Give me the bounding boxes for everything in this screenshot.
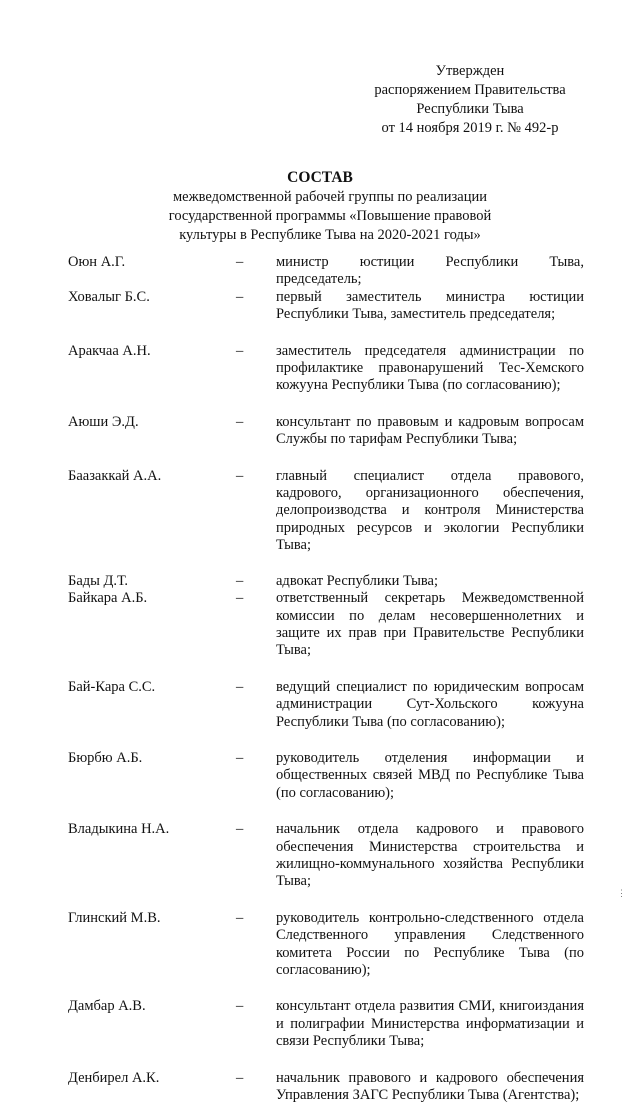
document-subtitle: [130, 188, 530, 245]
member-role: консультант по правовым и кадровым вопросам Службы по тарифам Республики Тыва;: [276, 413, 584, 448]
subtitle-line: межведомственной рабочей группы по реализации: [173, 189, 487, 205]
member-row: [0, 679, 640, 731]
member-role: ответственный секретарь Межведомственной комиссии по делам несовершеннолетних и защите их прав при Правительстве Республики Тыва;: [276, 590, 584, 659]
member-dash: –: [236, 254, 244, 270]
member-dash: –: [236, 413, 244, 430]
member-dash: –: [236, 909, 244, 926]
member-name: Байкара А.Б.: [68, 590, 148, 607]
member-role: главный специалист отдела правового, кадрового, организационного обеспечения, делопроизводства и контроля Министерства природных ресурсов и экологии Республики Тыва;: [276, 467, 584, 554]
member-role: министр юстиции Республики Тыва, председатель;: [276, 254, 584, 288]
member-name: Бюрбю А.Б.: [68, 749, 143, 766]
member-role: ведущий специалист по юридическим вопросам администрации Сут-Хольского кожууна Республики Тыва (по согласованию);: [276, 678, 584, 730]
member-name: Оюн А.Г.: [68, 254, 126, 270]
member-row: [0, 468, 640, 555]
subtitle-line: культуры в Республике Тыва на 2020-2021 годы»: [179, 227, 481, 243]
member-dash: –: [236, 1069, 244, 1086]
member-dash: –: [236, 678, 244, 695]
member-name: Аракчаа А.Н.: [68, 342, 151, 359]
member-name: Бай-Кара С.С.: [68, 678, 156, 695]
member-role: адвокат Республики Тыва;: [276, 572, 439, 589]
member-name: Дамбар А.В.: [68, 998, 146, 1015]
member-dash: –: [236, 998, 244, 1015]
member-row: [0, 590, 640, 660]
subtitle-line: государственной программы «Повышение правовой: [168, 208, 492, 224]
member-dash: –: [236, 288, 244, 305]
member-role: начальник отдела кадрового и правового обеспечения Министерства строительства и жилищно-коммунального хозяйства Республики Тыва;: [276, 821, 584, 890]
member-role: консультант отдела развития СМИ, книгоиздания и полиграфии Министерства информатизации и связи Республики Тыва;: [276, 998, 584, 1050]
member-row: [0, 1070, 640, 1104]
member-row: [0, 254, 640, 289]
member-dash: –: [236, 749, 244, 766]
scan-artifact-mark: ⋮: [617, 888, 626, 898]
member-dash: –: [236, 342, 244, 359]
member-row: [0, 998, 640, 1050]
member-row: [0, 573, 640, 590]
member-role: первый заместитель министра юстиции Республики Тыва, заместитель председателя;: [276, 288, 584, 323]
member-dash: –: [236, 821, 244, 838]
member-dash: –: [236, 590, 244, 607]
approval-line-date: от 14 ноября 2019 г. № 492-р: [381, 120, 559, 136]
member-name: Денбирел А.К.: [68, 1069, 160, 1086]
member-role: начальник правового и кадрового обеспечения Управления ЗАГС Республики Тыва (Агентства);: [276, 1069, 584, 1104]
member-name: Владыкина Н.А.: [68, 821, 170, 838]
member-role: руководитель отделения информации и общественных связей МВД по Республике Тыва (по согласованию);: [276, 749, 584, 801]
member-name: Бады Д.Т.: [68, 572, 129, 589]
member-name: Ховалыг Б.С.: [68, 288, 150, 305]
member-row: [0, 343, 640, 395]
member-row: [0, 910, 640, 980]
approval-line-approved: Утвержден: [435, 63, 505, 79]
member-name: Баазаккай А.А.: [68, 467, 162, 484]
approval-line-republic: Республики Тыва: [416, 101, 524, 117]
member-role: руководитель контрольно-следственного отдела Следственного управления Следственного комитета России по Республике Тыва (по согласованию);: [276, 909, 584, 978]
member-row: [0, 289, 640, 324]
member-row: [0, 750, 640, 802]
member-dash: –: [236, 572, 244, 589]
member-dash: –: [236, 467, 244, 484]
document-title: СОСТАВ: [287, 169, 353, 186]
member-row: [0, 821, 640, 891]
approval-line-order: распоряжением Правительства: [374, 82, 566, 98]
member-name: Аюши Э.Д.: [68, 413, 139, 430]
member-name: Глинский М.В.: [68, 909, 161, 926]
approval-stamp: [370, 62, 570, 138]
member-row: [0, 414, 640, 449]
member-role: заместитель председателя администрации по профилактике правонарушений Тес-Хемского кожууна Республики Тыва (по согласованию);: [276, 342, 584, 394]
members-list: [0, 254, 640, 1104]
